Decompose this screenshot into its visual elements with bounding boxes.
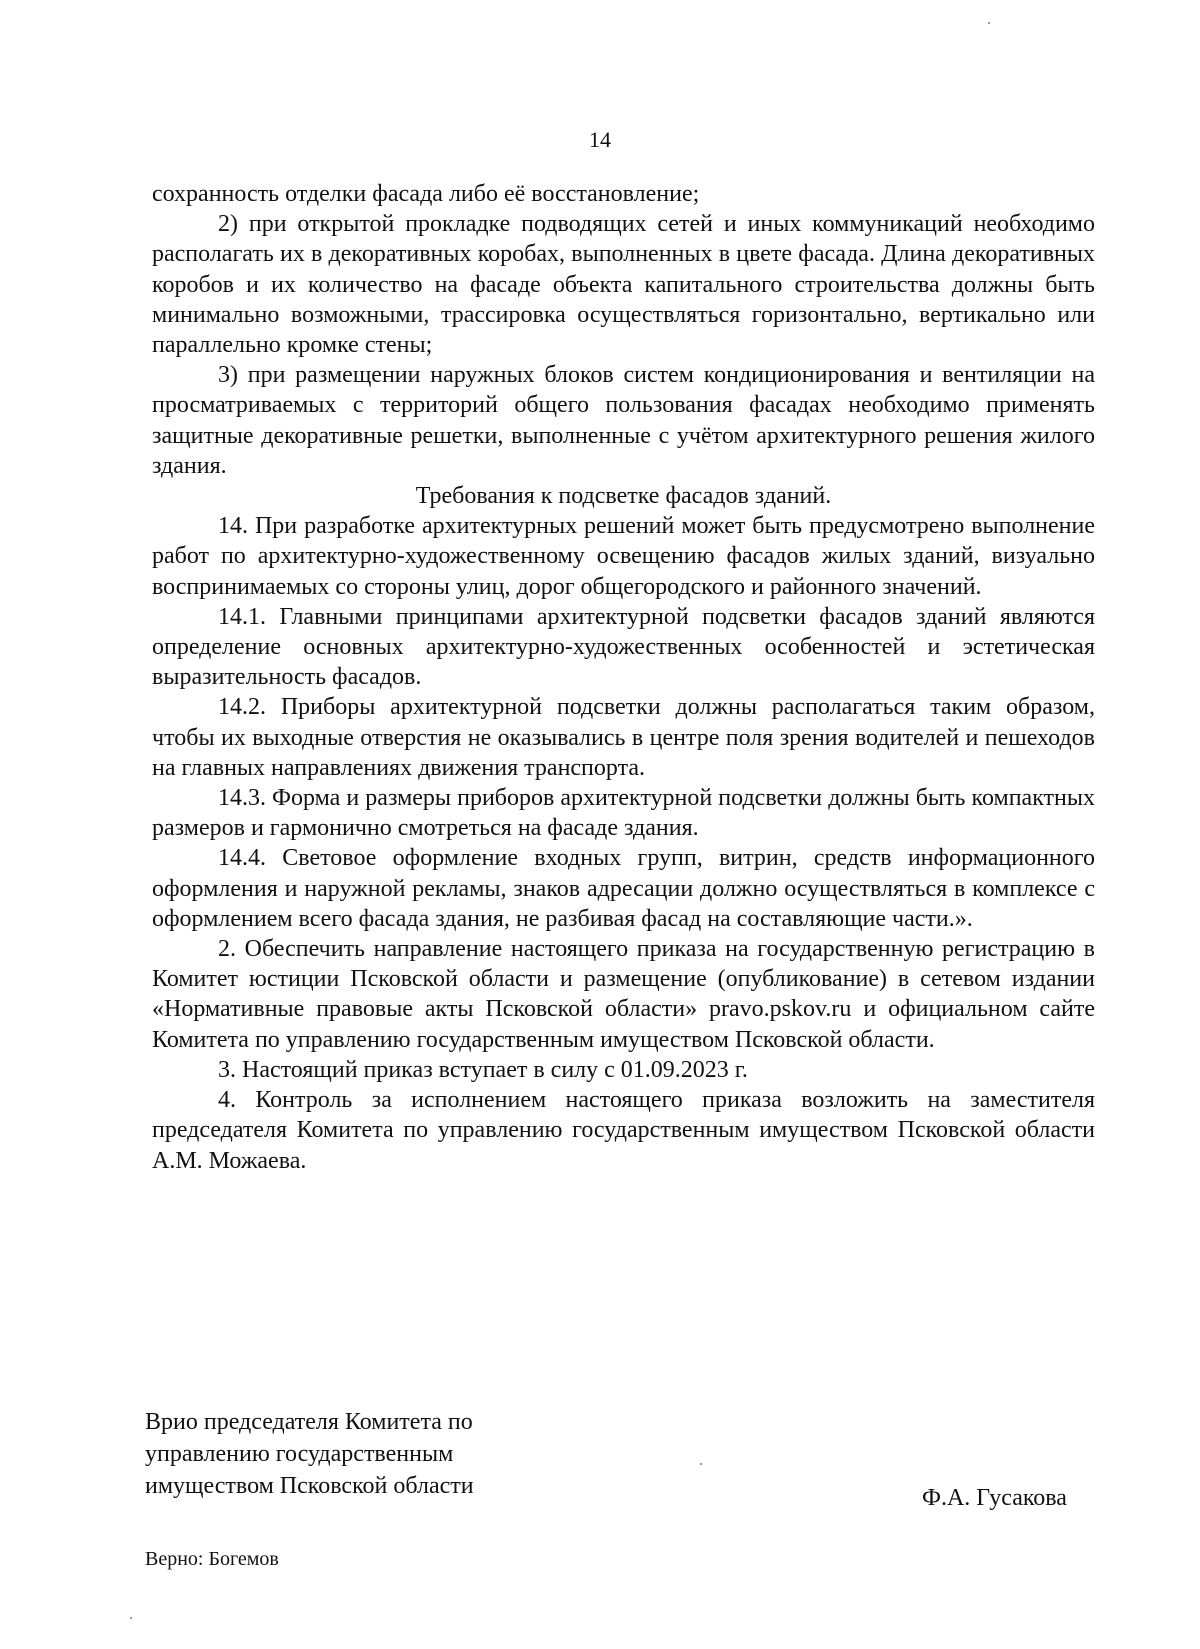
page-number: 14 xyxy=(589,127,611,152)
paragraph-14-4: 14.4. Световое оформление входных групп, витрин, средств информационного оформления и наружной рекламы, знаков адресации должно осуществляться в комплексе с оформлением всего фасада здания, не разбивая фасад на составляющие части.». xyxy=(152,845,1095,932)
paragraph-14-2: 14.2. Приборы архитектурной подсветки должны располагаться таким образом, чтобы их выходные отверстия не оказывались в центре поля зрения водителей и пешеходов на главных направлениях движения транспорта. xyxy=(152,694,1095,781)
verified-by: Верно: Богемов xyxy=(145,1548,279,1570)
scan-speck xyxy=(700,1463,702,1465)
paragraph-order-2: 2. Обеспечить направление настоящего приказа на государственную регистрацию в Комитет юстиции Псковской области и размещение (опубликование) в сетевом издании «Нормативные правовые акты Псковской области» pravo.pskov.ru и официальном сайте Комитета по управлению государственным имуществом Псковской области. xyxy=(152,936,1095,1053)
scan-speck xyxy=(130,1617,132,1619)
paragraph-order-4: 4. Контроль за исполнением настоящего приказа возложить на заместителя председателя Комитета по управлению государственным имуществом Псковской области А.М. Можаева. xyxy=(152,1087,1095,1174)
paragraph-14: 14. При разработке архитектурных решений может быть предусмотрено выполнение работ по архитектурно-художественному освещению фасадов жилых зданий, визуально воспринимаемых со стороны улиц, дорог общегородского и районного значений. xyxy=(152,513,1095,600)
paragraph-14-3: 14.3. Форма и размеры приборов архитектурной подсветки должны быть компактных размеров и гармонично смотреться на фасаде здания. xyxy=(152,785,1095,842)
paragraph-14-1: 14.1. Главными принципами архитектурной подсветки фасадов зданий являются определение основных архитектурно-художественных особенностей и эстетическая выразительность фасадов. xyxy=(152,603,1095,691)
paragraph-0: сохранность отделки фасада либо её восстановление; xyxy=(152,181,700,207)
section-heading: Требования к подсветке фасадов зданий. xyxy=(415,483,832,510)
signatory-position-line: Врио председателя Комитета по xyxy=(145,1409,473,1435)
scan-speck xyxy=(988,22,990,24)
document-body xyxy=(152,179,1095,1176)
signatory-name: Ф.А. Гусакова xyxy=(922,1485,1067,1511)
signatory-position xyxy=(145,1406,474,1502)
signatory-position-line: управлению государственным xyxy=(145,1441,454,1467)
paragraph-order-3: 3. Настоящий приказ вступает в силу с 01.09.2023 г. xyxy=(218,1056,748,1083)
paragraph-item-2: 2) при открытой прокладке подводящих сетей и иных коммуникаций необходимо располагать их в декоративных коробах, выполненных в цвете фасада. Длина декоративных коробов и их количество на фасаде объекта капитального строительства должны быть минимально возможными, трассировка осуществляться горизонтально, вертикально или параллельно кромке стены; xyxy=(152,211,1095,359)
paragraph-item-3: 3) при размещении наружных блоков систем кондиционирования и вентиляции на просматриваемых с территорий общего пользования фасадах необходимо применять защитные декоративные решетки, выполненные с учётом архитектурного решения жилого здания. xyxy=(152,362,1095,479)
signatory-position-line: имуществом Псковской области xyxy=(145,1473,474,1499)
